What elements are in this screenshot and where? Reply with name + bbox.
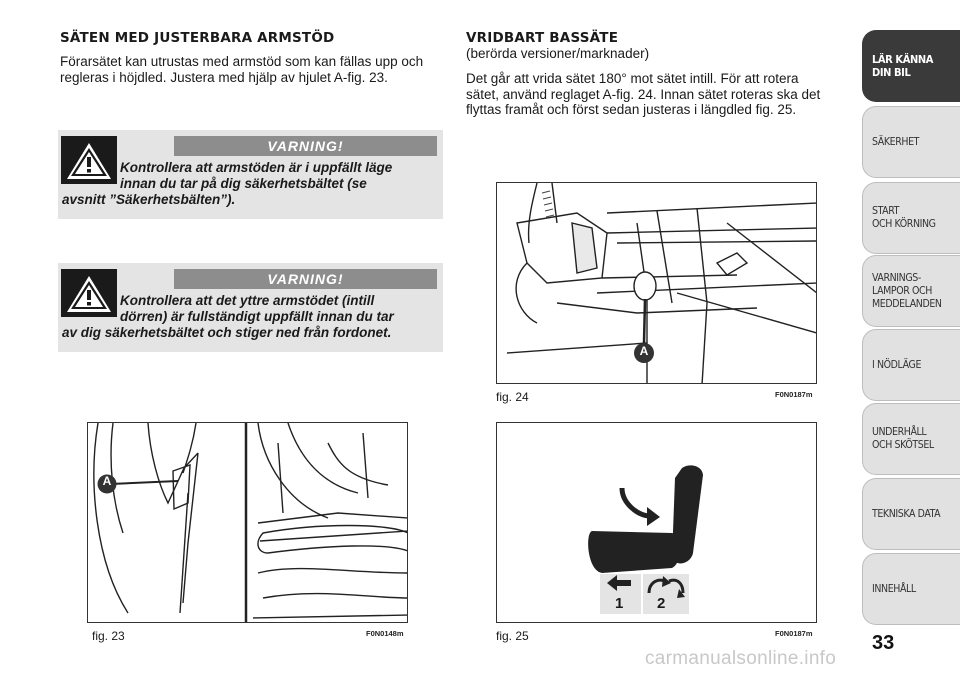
warning-title-bar-1: VARNING! (174, 136, 437, 156)
tab-label: I NÖDLÄGE (872, 358, 922, 371)
figure-25-code: F0N0187m (775, 629, 813, 638)
figure-23-label: fig. 23 (92, 629, 125, 643)
page-number: 33 (872, 632, 895, 654)
warning-text-2-line-2: dörren) är fullständigt uppfällt innan du tar (120, 309, 394, 324)
seat-rotation-diagram (497, 423, 817, 623)
tab-varningslampor[interactable] (862, 255, 960, 327)
tab-label: TEKNISKA DATA (872, 507, 941, 520)
swivel-line-1: Det går att vrida sätet 180° mot sätet intill. För att rotera (466, 71, 799, 86)
step-2-label: 2 (657, 595, 666, 612)
warning-text-2-line-3: av dig säkerhetsbältet och stiger ned från fordonet. (62, 325, 392, 340)
tab-label: INNEHÅLL (872, 582, 916, 595)
swivel-line-3: flyttas framåt och först sedan justeras i längdled fig. 25. (466, 102, 797, 117)
armrest-paragraph (60, 54, 450, 85)
tab-label: VARNINGS- LAMPOR OCH MEDDELANDEN (872, 271, 942, 310)
figure-25-seat-rotation-diagram (496, 422, 817, 623)
tab-label: LÄR KÄNNA DIN BIL (872, 53, 933, 79)
figure-25-label: fig. 25 (496, 629, 529, 643)
swivel-subheading: (berörda versioner/marknader) (466, 46, 650, 61)
tab-start-och-korning[interactable] (862, 182, 960, 254)
warning-text-1-line-2: innan du tar på dig säkerhetsbältet (se (120, 176, 367, 191)
section-heading-swivel-seat: VRIDBART BASSÄTE (466, 30, 619, 46)
warning-text-1-line-3: avsnitt ”Säkerhetsbälten”). (62, 192, 236, 207)
tab-lar-kanna-din-bil[interactable] (862, 30, 960, 102)
tab-i-nodlage[interactable] (862, 329, 960, 401)
armrest-line-2: regleras i höjdled. Justera med hjälp av hjulet A-fig. 23. (60, 69, 388, 85)
tab-sakerhet[interactable] (862, 106, 960, 178)
warning-text-1-line-1: Kontrollera att armstöden är i uppfällt läge (120, 160, 393, 175)
figure-24-seat-base-illustration (496, 182, 817, 384)
warning-triangle-icon (61, 136, 117, 184)
callout-a-fig23: A (102, 474, 112, 488)
tab-innehall[interactable] (862, 553, 960, 625)
swivel-paragraph (466, 71, 846, 118)
figure-23-armrest-illustration (87, 422, 408, 623)
swivel-line-2: sätet, använd reglaget A-fig. 24. Innan sätet roteras ska det (466, 86, 821, 102)
figure-23-code: F0N0148m (366, 629, 404, 638)
watermark: carmanualsonline.info (645, 648, 837, 669)
tab-label: UNDERHÅLL OCH SKÖTSEL (872, 426, 934, 451)
chapter-sidebar (862, 0, 960, 630)
armrest-line-1: Förarsätet kan utrustas med armstöd som kan fällas upp och (60, 54, 424, 69)
tab-tekniska-data[interactable] (862, 478, 960, 550)
seat-base-illustration (497, 183, 817, 384)
armrest-illustration (88, 423, 408, 623)
step-1-label: 1 (615, 595, 624, 612)
section-heading-armrests: SÄTEN MED JUSTERBARA ARMSTÖD (60, 30, 335, 46)
tab-label: START OCH KÖRNING (872, 205, 936, 230)
warning-title-bar-2: VARNING! (174, 269, 437, 289)
warning-triangle-icon (61, 269, 117, 317)
figure-24-code: F0N0187m (775, 390, 813, 399)
figure-24-label: fig. 24 (496, 390, 529, 404)
tab-underhall-och-skotsel[interactable] (862, 403, 960, 475)
warning-box-2 (58, 263, 443, 352)
tab-label: SÄKERHET (872, 135, 920, 148)
callout-a-fig24: A (639, 344, 649, 358)
warning-text-2-line-1: Kontrollera att det yttre armstödet (intill (120, 293, 375, 308)
warning-box-1 (58, 130, 443, 219)
